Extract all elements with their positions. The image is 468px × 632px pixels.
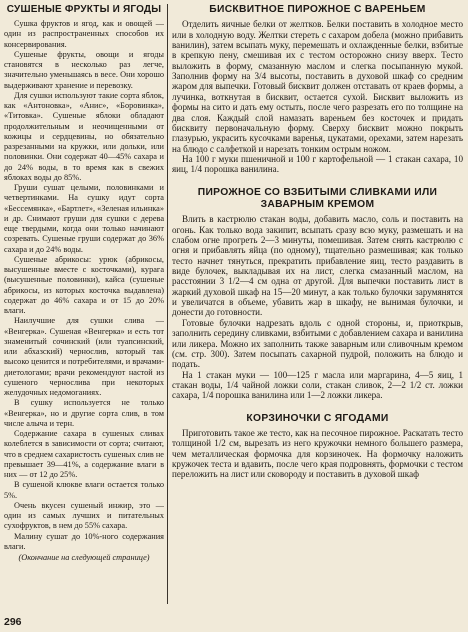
paragraph: Приготовить такое же тесто, как на песочное пирожное. Раскатать тесто толщиной 1/2 см, вырезать из него кружочки немного большего размера, чем металлическая формочка для корзиночек. На формочку наложить кружочек теста и вдавить, после чего края подровнять, формочки с тестом переложить на лист или сковороду и поставить в духовой шкаф — [172, 427, 463, 480]
paragraph: Наилучшие для сушки слива — «Венгерка». Сушеная «Венгерка» и есть тот знаменитый сочинский (или туапсинский, или абхазский) чернослив, который так высоко ценится и потребителями, и врачами-диетологами; врачи рекомендуют настой из сушеного чернослива при некоторых желудочных недомоганиях. — [4, 316, 164, 397]
paragraph: Для сушки используют такие сорта яблок, как «Антоновка», «Анис», «Боровинка», «Титовка». Сушеные яблоки обладают продолжительным и неочищенными от кожицы и сердцевины, но обязательно разрезанными на кружки, или дольки, или половинки. Они содержат 40—45% сахара и до 24% воды, в то время как в свежих яблоках воды до 85%. — [4, 90, 164, 182]
section-title-berry-baskets: КОРЗИНОЧКИ С ЯГОДАМИ — [246, 412, 389, 424]
paragraph: Влить в кастрюлю стакан воды, добавить масло, соль и поставить на огонь. Как только вода закипит, всыпать сразу всю муку, размешать и на слабом огне прогреть 2—3 минуты, помешивая. Затем снять кастрюлю с огня и прибавлять яйца (по одному), тщательно размешивая; как только тесто начнет тянуться, прекратить прибавление яиц, тесто раздавить в виде булочек, выкладывая их на лист, слегка смазанный маслом, на расстоянии 3 1/2—4 см одна от другой. Для выпечки поставить лист в жаркий духовой шкаф на 15—20 минут, а как только булочки зарумянятся и увеличатся в объеме, убавить жар в шкафу, не вынимая булочки, и донести до готовности. — [172, 214, 463, 318]
paragraph: Груши сушат целыми, половинками и четвертинками. На сушку идут сорта «Бессемянка», «Бартлет», «Зеленая ильинка» и др. Снимают груши для сушки с дерева еще твердыми, когда они только начинают созревать. Сушеные груши содержат до 36% сахара и до 24% воды. — [4, 183, 164, 254]
page-number: 296 — [4, 616, 22, 628]
column-divider — [167, 4, 168, 604]
paragraph: Содержание сахара в сушеных сливах колеблется в зависимости от сорта; считают, что в среднем сахаристость сушеных слив не превышает 39—41%, а содержание влаги в них — от 12 до 25%. — [4, 429, 164, 479]
paragraph: Сушка фруктов и ягод, как и овощей — один из распространенных способов их консервирования. — [4, 19, 164, 49]
paragraph: Отделить яичные белки от желтков. Белки поставить в холодное место или в холодную воду. Желтки стереть с сахаром добела (можно прибавить ванилин), затем всыпать муку, перемешать и охлажденные белки, взбитые в крепкую пену, смешивая их с тестом осторожно снизу вверх. Тесто выложить в форму, смазанную маслом и слегка посыпанную мукой. Заполнив форму на 3/4 высоты, поставить в духовой шкаф со средним жаром для выпечки. Готовый бисквит должен отставать от краев формы, а лучинка, воткнутая в бисквит, остается сухой. Бисквит выложить из формы на сито и дать ему остыть, после чего разрезать его по толщине на два слоя. Каждый слой намазать вареньем без косточек и придать бисквиту первоначальную форму. Сверху бисквит можно покрыть глазурью, украсить кусочками варенья, цукатами, орехами, затем нарезать на блюдо с салфеткой и нарезать тонким острым ножом. — [172, 19, 463, 154]
ingredients-paragraph: На 100 г муки пшеничной и 100 г картофельной — 1 стакан сахара, 10 яиц, 1/4 порошка ванилина. — [172, 153, 463, 175]
paragraph: В сушку используется не только «Венгерка», но и другие сорта слив, в том числе алыча и терн. — [4, 398, 164, 428]
section-title-sponge-cake: БИСКВИТНОЕ ПИРОЖНОЕ С ВАРЕНЬЕМ — [209, 4, 426, 15]
paragraph: Очень вкусен сушеный инжир, это — один из самых лучших и питательных сухофруктов, в нем до 55% сахара. — [4, 500, 164, 531]
ingredients-paragraph: На 1 стакан муки — 100—125 г масла или маргарина, 4—5 яиц, 1 стакан воды, 1/4 чайной ложки соли, стакан сливок, 2—2 1/2 ст. ложки сахара, 1/4 порошка ванилина или 1—2 ложки ликера. — [172, 369, 463, 401]
section-title-dried-fruits: СУШЕНЫЕ ФРУКТЫ И ЯГОДЫ — [6, 4, 162, 15]
paragraph: Готовые булочки надрезать вдоль с одной стороны, и, приоткрыв, заполнить середину сливками, взбитыми с добавлением сахара и ванилина или ликера. Можно их заполнить также заварным или сливочным кремом (см. стр. 300). Затем посыпать сахарной пудрой, положить на блюдо и подать. — [172, 317, 463, 370]
paragraph: Сушеные фрукты, овощи и ягоды становятся в несколько раз легче, значительно уменьшаясь в весе. Они хорошо выдерживают хранение и перевозку. — [4, 49, 164, 90]
paragraph: Сушеные абрикосы: урюк (абрикосы, высушенные вместе с косточками), курага (высушенные половинки), кайса (сушеные абрикосы, из которых косточка выдавлена) содержат до 46% сахара и от 15 до 20% влаги. — [4, 254, 164, 315]
paragraph: В сушеной клюкве влаги остается только 5%. — [4, 480, 164, 500]
paragraph: Малину сушат до 10%-ного содержания влаги. — [4, 531, 164, 551]
section-title-cream-puffs: ПИРОЖНОЕ СО ВЗБИТЫМИ СЛИВКАМИ ИЛИ ЗАВАРНЫМ КРЕМОМ — [197, 186, 438, 210]
continued-note: (Окончание на следующей странице) — [18, 553, 150, 562]
right-column — [172, 4, 463, 620]
left-column — [4, 4, 164, 612]
